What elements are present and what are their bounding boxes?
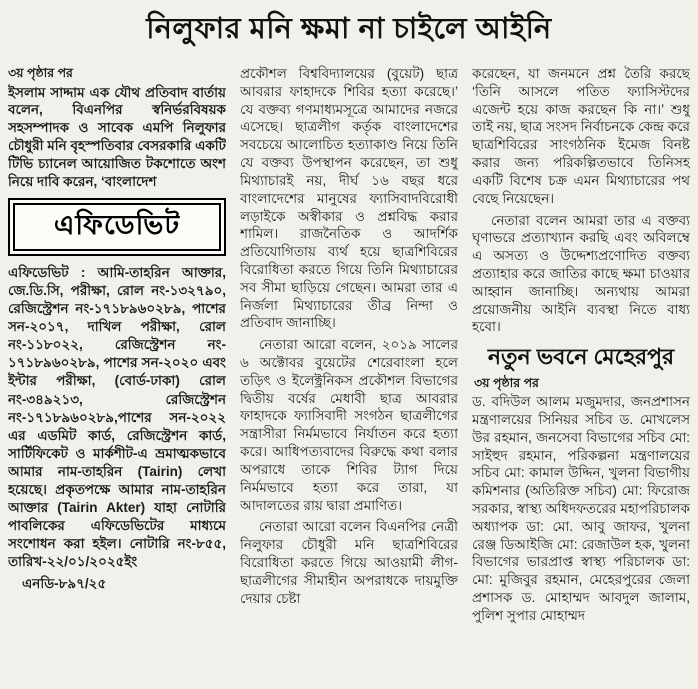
affidavit-body: আমি-তাহরিন আক্তার, জে.ডি.সি, পরীক্ষা, রোল নং-১৩২৭৯০, রেজিস্ট্রেশন নং-১৭১৮৯৬০২৮৯, পাশের সন-২০১৭, দাখিল পরীক্ষা, রোল নং-১১৮০২২, রেজিস্ট্রেশন নং- ১৭১৮৯৬০২৮৯, পাশের সন-২০২০ এবং ইন্টার পরীক্ষা, (বোর্ড-ঢাকা) রোল নং-৩৪৯২১৩, রেজিস্ট্রেশন নং-১৭১৮৯৬০২৮৯,পাশের সন-২০২২ এর এডমিট কার্ড, রেজিস্ট্রেশন কার্ড, সার্টিফিকেট ও মার্কশীট-এ ভ্রমাত্মকভাবে আমার নাম-তাহরিন (Tairin) লেখা হয়েছে। প্রকৃতপক্ষে আমার নাম-তাহরিন আক্তার (Tairin Akter) যাহা নোটারি পাবলিকের এফিডেভিটের মাধ্যমে সংশোধন করা হইল। নোটারি নং-৮৫৫, তারিখ-২২/০১/২০২৫ইং [8,265,226,570]
continuation-note: ৩য় পৃষ্ঠার পর [8,66,73,80]
affidavit-box [8,198,226,256]
second-article-headline: নতুন ভবনে মেহেরপুর [487,344,675,370]
affidavit-box-title: এফিডেভিট [53,210,181,241]
affidavit-lead: এফিডেভিট : [8,265,86,280]
continuation-note: ৩য় পৃষ্ঠার পর [474,375,539,390]
notice-number: এনডি-৮৯৭/২৫ [22,576,107,592]
article-paragraph: ড. বদিউল আলম মজুমদার, জনপ্রশাসন মন্ত্রণালয়ের সিনিয়র সচিব ড. মোখলেস উর রহমান, জনসেবা বিভাগের সচিব মো: সাইহুদ রহমান, পরিকল্পনা মন্ত্রণালয়ের সচিব মো: কামাল উদ্দিন, খুলনা বিভাগীয় কমিশনার (অতিরিক্ত সচিব) মো: ফিরোজ সরকার, স্বাস্থ্য অধিদফতরের মহাপরিচালক অধ্যাপক ডা: মো. আবু জাফর, খুলনা রেঞ্জ ডিআইজি মো: রেজাউল হক, খুলনা বিভাগের ভারপ্রাপ্ত স্বাস্থ্য পরিচালক ডা: মো: মুজিবুর রহমান, মেহেরপুরের জেলা প্রশাসক ড. মোহাম্মদ আবদুল জালাম, পুলিশ সুপার মোহাম্মদ [472,394,690,623]
column-3 [472,65,690,689]
article-paragraph: নেতারা আরো বলেন বিএনপির নেত্রী নিলুফার চৌধুরী মনি ছাত্রশিবিরের বিরোধিতা করতে গিয়ে আওয়ামী লীগ-ছাত্রলীগের সীমাহীন অপরাধকে দায়মুক্তি দেয়ার চেষ্টা [240,519,458,606]
main-headline: নিলুফার মনি ক্ষমা না চাইলে আইনি [146,13,552,45]
column-2 [240,65,458,689]
article-columns [8,65,690,689]
article-paragraph: নেতারা বলেন আমরা তার এ বক্তব্য ঘৃণাভরে প্রত্যাখ্যান করছি এবং অবিলম্বে এ অসত্য ও উদ্দেশ্যপ্রণোদিত বক্তব্য প্রত্যাহার করে জাতির কাছে ক্ষমা চাওয়ার আহ্বান জানাচ্ছি। অন্যথায় আমরা প্রয়োজনীয় আইনি ব্যবস্থা নিতে বাধ্য হবো। [472,212,690,335]
column-1 [8,65,226,689]
affidavit-text [8,264,226,571]
article-paragraph: নেতারা আরো বলেন, ২০১৯ সালের ৬ অক্টোবর বুয়েটের শেরেবাংলা হলে তড়িৎ ও ইলেক্ট্রনিকস প্রকৌশল বিভাগের দ্বিতীয় বর্ষের মেধাবী ছাত্র আবরার ফাহাদকে ফ্যাসিবাদী সংগঠন ছাত্রলীগের সন্ত্রাসীরা নির্মমভাবে নির্যাতন করে হত্যা করে। আধিপত্যবাদের বিরুদ্ধে কথা বলার অপরাধে তাকে শিবির ট্যাগ দিয়ে নির্মমভাবে হত্যা করে তারা, যা আদালতের রায় দ্বারা প্রমাণিত। [240,337,458,513]
article-paragraph: প্রকৌশল বিশ্ববিদ্যালয়ের (বুয়েট) ছাত্র আবরার ফাহাদকে শিবির হত্যা করেছে।’ যে বক্তব্য গণমাধ্যমসূত্রে আমাদের নজরে এসেছে। ছাত্রলীগ কর্তৃক বাংলাদেশের সবচেয়ে আলোচিত হত্যাকাণ্ড নিয়ে তিনি যে বক্তব্য উপস্থাপন করেছেন, তা শুধু মিথ্যাচারই নয়, দীর্ঘ ১৬ বছর ধরে বাংলাদেশের মানুষের ফ্যাসিবাদবিরোধী লড়াইকে অস্বীকার ও প্রশ্নবিদ্ধ করার শামিল। রাজনৈতিক ও আদর্শিক প্রতিযোগিতায় ব্যর্থ হয়ে ছাত্রশিবিরের বিরোধিতা করতে গিয়ে তিনি মিথ্যাচারের সব সীমা ছাড়িয়ে গেছেন। আমরা তার এ নির্জলা মিথ্যাচারের তীব্র নিন্দা ও প্রতিবাদ জানাচ্ছি। [240,66,458,331]
article-paragraph: ইসলাম সাদ্দাম এক যৌথ প্রতিবাদ বার্তায় বলেন, বিএনপির স্বনির্ভরবিষয়ক সহসম্পাদক ও সাবেক এমপি নিলুফার চৌধুরী মনি বৃহস্পতিবার বেসরকারি একটি টিভি চ্যানেল আয়োজিত টকশোতে অংশ নিয়ে দাবি করেন, ‘বাংলাদেশ [8,84,226,189]
article-paragraph: করেছেন, যা জনমনে প্রশ্ন তৈরি করছে ‘তিনি আসলে পতিত ফ্যাসিস্টদের এজেন্ট হয়ে কাজ করছেন কি না।’ শুধু তাই নয়, ছাত্র সংসদ নির্বাচনকে কেন্দ্র করে ছাত্রশিবিরের সাংগঠনিক ইমেজ বিনষ্ট করার জন্য পরিকল্পিতভাবে তিনিসহ একটি বিশেষ চক্র এমন মিথ্যাচারের পথ বেছে নিয়েছেন। [472,66,690,206]
